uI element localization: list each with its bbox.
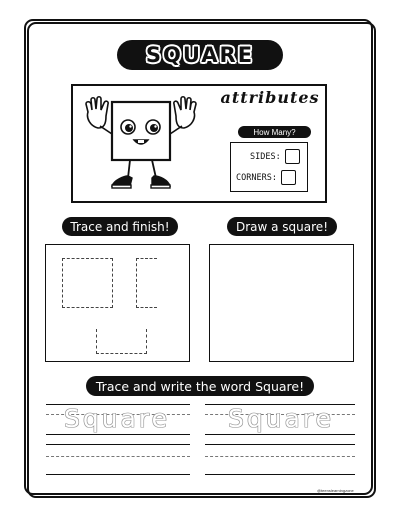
draw-square-label: Draw a square! [227,217,337,236]
sides-label: SIDES: [250,151,281,162]
trace-finish-label: Trace and finish! [62,217,178,236]
corners-label: CORNERS: [236,172,277,183]
dotted-square-bottom [96,329,147,354]
attributes-heading: attributes [220,88,320,107]
trace-word-right: Square [228,404,335,433]
trace-write-label: Trace and write the word Square! [86,376,314,396]
trace-word-left: Square [64,404,171,433]
shoes-icon [112,176,170,188]
sides-answer-box[interactable] [285,149,300,164]
page-title: SQUARE [145,43,255,67]
credit-text: @teenslearningzone [317,488,354,493]
square-body [112,102,170,160]
corners-row [236,170,296,185]
how-many-badge: How Many? [238,126,311,138]
corners-answer-box[interactable] [281,170,296,185]
dotted-square-complete [62,258,113,308]
sides-row [236,149,300,164]
title-banner [117,40,283,70]
draw-square-panel[interactable] [209,244,354,362]
square-mascot-illustration [76,88,206,200]
dotted-square-partial [136,258,157,308]
right-hand-icon [170,97,196,134]
left-hand-icon [86,97,112,134]
